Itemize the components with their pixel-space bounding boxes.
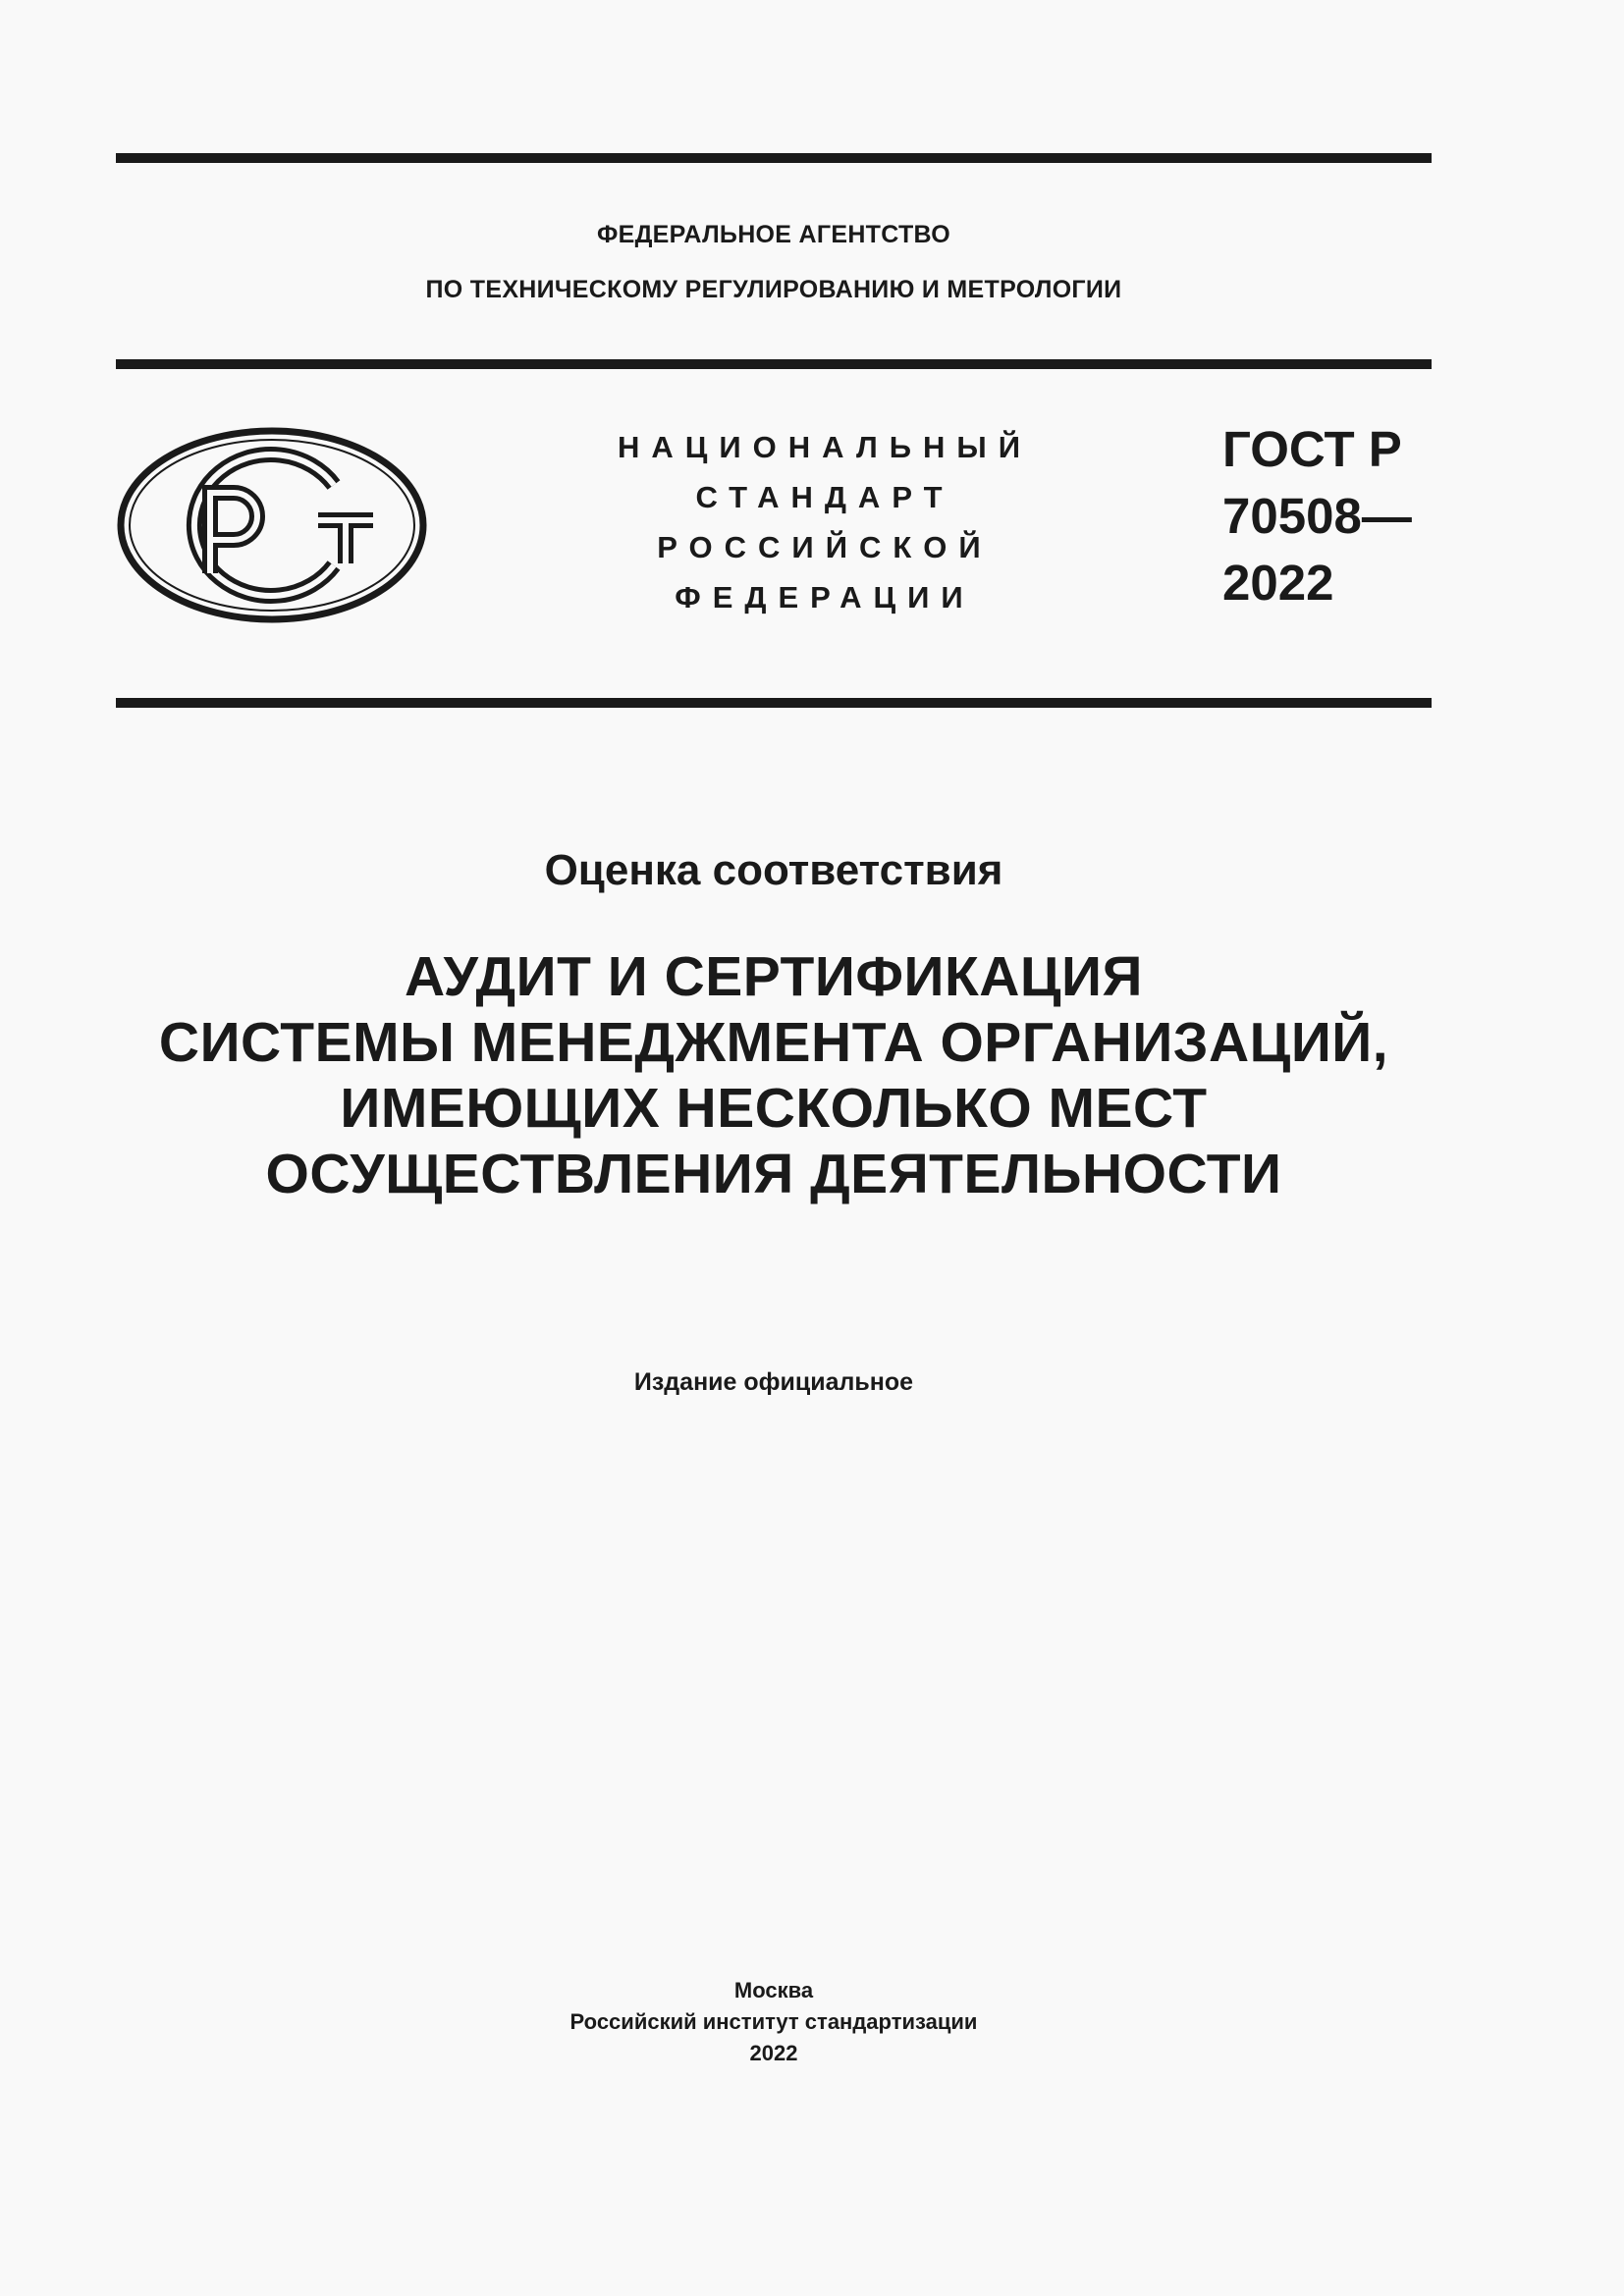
standard-designation: [1222, 416, 1478, 616]
imprint-city: Москва: [733, 1978, 814, 2002]
imprint-year: 2022: [749, 2041, 798, 2065]
title-line-4: ОСУЩЕСТВЛЕНИЯ ДЕЯТЕЛЬНОСТИ: [265, 1143, 1282, 1205]
header-rule: [116, 359, 1432, 369]
edition-note: Издание официальное: [633, 1368, 914, 1396]
standard-type-line-2: СТАНДАРТ: [695, 480, 954, 514]
standard-type-line-3: РОССИЙСКОЙ: [657, 530, 993, 564]
rst-certification-logo-icon: [116, 426, 428, 624]
designation-line-1: ГОСТ Р: [1222, 421, 1402, 477]
title-line-3: ИМЕЮЩИХ НЕСКОЛЬКО МЕСТ: [340, 1077, 1208, 1140]
standard-type-block: [550, 422, 1100, 622]
title-line-1: АУДИТ И СЕРТИФИКАЦИЯ: [405, 945, 1143, 1008]
document-title: [59, 944, 1489, 1207]
imprint-publisher: Российский институт стандартизации: [569, 2009, 978, 2034]
title-line-2: СИСТЕМЫ МЕНЕДЖМЕНТА ОРГАНИЗАЦИЙ,: [158, 1011, 1389, 1074]
imprint: [116, 1975, 1432, 2069]
header-bottom-rule: [116, 698, 1432, 708]
agency-name-line-2: ПО ТЕХНИЧЕСКОМУ РЕГУЛИРОВАНИЮ И МЕТРОЛОГИИ: [425, 276, 1122, 303]
top-rule: [116, 153, 1432, 163]
standard-type-line-4: ФЕДЕРАЦИИ: [675, 580, 975, 614]
standard-type-line-1: НАЦИОНАЛЬНЫЙ: [617, 430, 1033, 464]
designation-line-2: 70508—: [1222, 488, 1412, 544]
agency-name-line-1: ФЕДЕРАЛЬНОЕ АГЕНТСТВО: [596, 221, 951, 248]
designation-line-3: 2022: [1222, 555, 1334, 611]
document-subject: Оценка соответствия: [544, 846, 1003, 894]
